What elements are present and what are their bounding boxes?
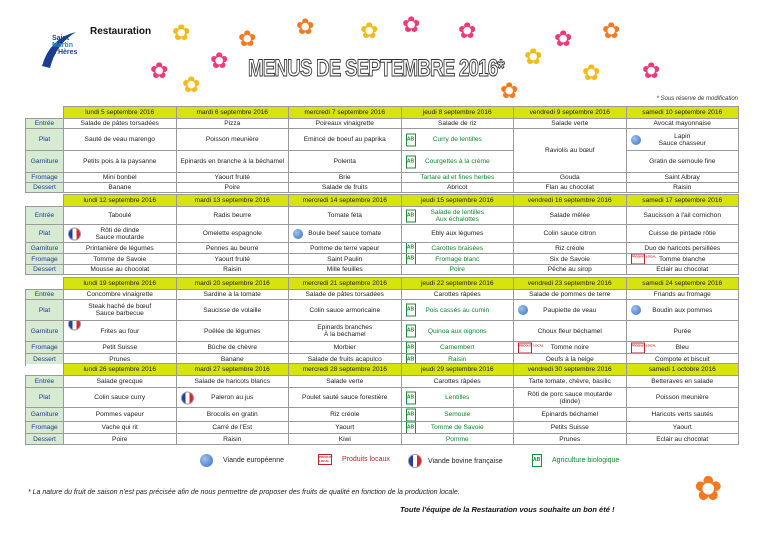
department-label: Restauration: [90, 26, 152, 37]
row-label: Garniture: [26, 151, 64, 173]
day-header: mardi 27 septembre 2016: [176, 364, 289, 376]
menu-cell: Saint Albray: [626, 173, 739, 183]
menu-cell: Salade de pâtes torsadées: [64, 119, 177, 129]
menu-cell: Petits pois à la paysanne: [64, 151, 177, 173]
row-label: Dessert: [26, 434, 64, 445]
menu-cell: Friands au fromage: [626, 290, 739, 300]
flower-icon: ✿: [582, 60, 601, 85]
menu-week-4: [25, 363, 739, 445]
row-label: Dessert: [26, 265, 64, 275]
menu-cell: Colin sauce curry: [64, 388, 177, 408]
french-beef-icon: [181, 391, 194, 404]
menu-cell: Paupiette de veau: [514, 300, 627, 321]
organic-icon: AB: [406, 354, 416, 366]
menu-cell: Salade de pommes de terre: [514, 290, 627, 300]
menu-cell: Paleron au jus: [176, 388, 289, 408]
menu-cell: Kiwi: [289, 434, 402, 445]
row-label: Entrée: [26, 119, 64, 129]
menu-cell: Saucisson à l'ail cornichon: [626, 207, 739, 225]
menu-cell: Mille feuilles: [289, 265, 402, 275]
menu-cell: Mousse au chocolat: [64, 265, 177, 275]
menu-cell: Purée: [626, 321, 739, 342]
footnote: * La nature du fruit de saison n'est pas précisée afin de nous permettre de proposer des fruits de qualité en fonction de la production locale.: [28, 489, 460, 496]
logo-text: Saint Martin d'Hères: [52, 35, 78, 56]
menu-cell: Radis beurre: [176, 207, 289, 225]
row-label: Fromage: [26, 342, 64, 354]
menu-cell: Prunes: [514, 434, 627, 445]
row-label: Entrée: [26, 290, 64, 300]
menu-cell: Epinards branches À la béchamel: [289, 321, 402, 342]
menu-cell: Colin sauce armoricaine: [289, 300, 402, 321]
legend-local-products: PRODUIT LOCAL Produits locaux: [319, 455, 390, 463]
menu-cell: Pennes au beurre: [176, 243, 289, 254]
day-header: samedi 1 octobre 2016: [626, 364, 739, 376]
menu-cell: Gratin de semoule fine: [626, 151, 739, 173]
menu-cell: Six de Savoie: [514, 254, 627, 265]
menu-cell: PRODUIT LOCAL Bleu: [626, 342, 739, 354]
menu-cell: Tartare ail et fines herbes: [401, 173, 514, 183]
row-label: Garniture: [26, 408, 64, 422]
organic-icon: AB: [532, 454, 542, 467]
day-header: vendredi 16 septembre 2016: [514, 195, 627, 207]
menu-cell: AB Quinoa aux oignons: [401, 321, 514, 342]
menu-cell: Riz créole: [289, 408, 402, 422]
menu-cell: Mini bonbel: [64, 173, 177, 183]
menu-cell: PRODUIT LOCAL Tomme blanche: [626, 254, 739, 265]
organic-icon: AB: [406, 325, 416, 338]
day-header: lundi 26 septembre 2016: [64, 364, 177, 376]
menu-cell: AB Salade de lentilles Aux échalottes: [401, 207, 514, 225]
menu-cell: Abricot: [401, 183, 514, 193]
row-label: Garniture: [26, 243, 64, 254]
menu-cell: Betteraves en salade: [626, 376, 739, 388]
menu-cell: Printanière de légumes: [64, 243, 177, 254]
reserve-note: * Sous réserve de modification: [656, 96, 738, 102]
menu-cell: Avocat mayonnaise: [626, 119, 739, 129]
flower-icon: ✿: [150, 58, 169, 83]
row-label: Plat: [26, 225, 64, 243]
menu-cell: Polenta: [289, 151, 402, 173]
organic-icon: AB: [406, 304, 416, 317]
day-header: samedi 17 septembre 2016: [626, 195, 739, 207]
menu-cell: Eclair au chocolat: [626, 265, 739, 275]
menu-cell: Tomate féta: [289, 207, 402, 225]
menu-cell: Concombre vinaigrette: [64, 290, 177, 300]
menu-cell: Brie: [289, 173, 402, 183]
menu-cell: Pomme de terre vapeur: [289, 243, 402, 254]
french-beef-icon: [68, 321, 81, 331]
menu-cell: Rôti de dinde Sauce moutarde: [64, 225, 177, 243]
menu-cell: Poireaux vinaigrette: [289, 119, 402, 129]
local-product-icon: PRODUIT LOCAL: [631, 254, 645, 265]
menu-cell: Compote et biscuit: [626, 354, 739, 366]
menu-cell: Poire: [176, 183, 289, 193]
menu-week-3: [25, 277, 739, 366]
menu-cell: Raisin: [626, 183, 739, 193]
menu-cell: Brocolis en gratin: [176, 408, 289, 422]
menu-cell: AB Raisin: [401, 354, 514, 366]
page-title: MENUS DE SEPTEMBRE 2016*: [248, 55, 504, 82]
menu-cell: Gouda: [514, 173, 627, 183]
day-header: samedi 10 septembre 2016: [626, 107, 739, 119]
menu-cell: Taboulé: [64, 207, 177, 225]
organic-icon: AB: [406, 422, 416, 434]
day-header: mardi 20 septembre 2016: [176, 278, 289, 290]
menu-cell: Haricots verts sautés: [626, 408, 739, 422]
row-label: Plat: [26, 300, 64, 321]
menu-cell: Epinards béchamel: [514, 408, 627, 422]
organic-icon: AB: [406, 408, 416, 421]
menu-cell: Carré de l'Est: [176, 422, 289, 434]
flower-icon: ✿: [238, 26, 257, 51]
menu-cell: Pomme: [401, 434, 514, 445]
organic-icon: AB: [406, 342, 416, 354]
day-header: jeudi 29 septembre 2016: [401, 364, 514, 376]
menu-cell: Boule beef sauce tomate: [289, 225, 402, 243]
day-header: jeudi 22 septembre 2016: [401, 278, 514, 290]
menu-cell: Rôti de porc sauce moutarde (dinde): [514, 388, 627, 408]
european-meat-icon: [200, 454, 213, 467]
day-header: mercredi 21 septembre 2016: [289, 278, 402, 290]
menu-cell: Poire: [401, 265, 514, 275]
menu-cell: Poisson meunière: [176, 129, 289, 151]
organic-icon: AB: [406, 254, 416, 265]
organic-icon: AB: [406, 391, 416, 404]
row-label: Plat: [26, 129, 64, 151]
menu-cell: Prunes: [64, 354, 177, 366]
menu-cell: Raviolis au bœuf: [514, 129, 627, 173]
menu-cell: AB Tomme de Savoie: [401, 422, 514, 434]
flower-icon: ✿: [524, 44, 543, 69]
menu-cell: Raisin: [176, 434, 289, 445]
flower-icon: ✿: [296, 14, 315, 39]
menu-cell: AB Fromage blanc: [401, 254, 514, 265]
european-meat-icon: [631, 135, 641, 145]
day-header: samedi 24 septembre 2016: [626, 278, 739, 290]
flower-icon: ✿: [642, 58, 661, 83]
menu-cell: Saucisse de volaille: [176, 300, 289, 321]
menu-cell: Pizza: [176, 119, 289, 129]
row-label: Entrée: [26, 376, 64, 388]
menu-cell: Poêlée de légumes: [176, 321, 289, 342]
menu-cell: Oeufs à la neige: [514, 354, 627, 366]
menu-cell: PRODUIT LOCAL Tomme noire: [514, 342, 627, 354]
local-product-icon: PRODUIT LOCAL: [319, 455, 333, 463]
menu-cell: Flan au chocolat: [514, 183, 627, 193]
french-beef-icon: [408, 454, 422, 468]
menu-cell: AB Courgettes à la crème: [401, 151, 514, 173]
menu-cell: Bûche de chèvre: [176, 342, 289, 354]
row-label: Plat: [26, 388, 64, 408]
day-header: mercredi 14 septembre 2016: [289, 195, 402, 207]
menu-cell: Eclair au chocolat: [626, 434, 739, 445]
row-label: Dessert: [26, 183, 64, 193]
menu-cell: Cuisse de pintade rôtie: [626, 225, 739, 243]
menu-cell: Salade grecque: [64, 376, 177, 388]
menu-cell: AB Carottes braisées: [401, 243, 514, 254]
menu-cell: Boudin aux pommes: [626, 300, 739, 321]
flower-icon: ✿: [554, 26, 573, 51]
menu-cell: AB Curry de lentilles: [401, 129, 514, 151]
local-product-icon: PRODUIT LOCAL: [518, 342, 532, 353]
legend-organic: AB Agriculture biologique: [532, 454, 619, 467]
menu-cell: Colin sauce citron: [514, 225, 627, 243]
menu-cell: AB Camembert: [401, 342, 514, 354]
row-label: Entrée: [26, 207, 64, 225]
day-header: lundi 5 septembre 2016: [64, 107, 177, 119]
menu-cell: Banane: [64, 183, 177, 193]
menu-cell: Salade de pâtes torsadées: [289, 290, 402, 300]
row-label: Fromage: [26, 254, 64, 265]
menu-cell: Ebly aux légumes: [401, 225, 514, 243]
flower-icon: ✿: [694, 470, 723, 508]
menu-cell: Riz créole: [514, 243, 627, 254]
menu-cell: Salade de fruits: [289, 183, 402, 193]
menu-week-1: [25, 106, 739, 193]
menu-cell: Salade verte: [514, 119, 627, 129]
menu-cell: Yaourt fruité: [176, 173, 289, 183]
menu-cell: Poisson meunière: [626, 388, 739, 408]
menu-cell: Pommes vapeur: [64, 408, 177, 422]
french-beef-icon: [68, 227, 81, 240]
menu-cell: Petit Suisse: [64, 342, 177, 354]
organic-icon: AB: [406, 133, 416, 146]
local-product-icon: PRODUIT LOCAL: [631, 342, 645, 353]
menu-cell: Yaourt: [289, 422, 402, 434]
day-header: vendredi 30 septembre 2016: [514, 364, 627, 376]
menu-cell: Omelette espagnole: [176, 225, 289, 243]
day-header: mercredi 7 septembre 2016: [289, 107, 402, 119]
menu-cell: Yaourt fruité: [176, 254, 289, 265]
european-meat-icon: [293, 229, 303, 239]
day-header: jeudi 8 septembre 2016: [401, 107, 514, 119]
european-meat-icon: [518, 305, 528, 315]
organic-icon: AB: [406, 209, 416, 222]
menu-cell: Yaourt: [626, 422, 739, 434]
menu-cell: Banane: [176, 354, 289, 366]
legend-european-meat: Viande européenne: [200, 454, 284, 467]
row-label: Fromage: [26, 422, 64, 434]
day-header: mercredi 28 septembre 2016: [289, 364, 402, 376]
menu-cell: Frites au four: [64, 321, 177, 342]
menu-week-2: [25, 194, 739, 275]
menu-cell: Choux fleur béchamel: [514, 321, 627, 342]
menu-cell: AB Pois cassés au cumin: [401, 300, 514, 321]
flower-icon: ✿: [602, 18, 621, 43]
menu-cell: Vache qui rit: [64, 422, 177, 434]
menu-cell: Salade de haricots blancs: [176, 376, 289, 388]
menu-cell: Morbier: [289, 342, 402, 354]
day-header: lundi 19 septembre 2016: [64, 278, 177, 290]
menu-cell: Salade mêlée: [514, 207, 627, 225]
menu-cell: Tomme de Savoie: [64, 254, 177, 265]
day-header: lundi 12 septembre 2016: [64, 195, 177, 207]
european-meat-icon: [631, 305, 641, 315]
flower-icon: ✿: [360, 18, 379, 43]
menu-cell: Lapin Sauce chasseur: [626, 129, 739, 151]
day-header: mardi 13 septembre 2016: [176, 195, 289, 207]
flower-icon: ✿: [402, 12, 421, 37]
menu-cell: Epinards en branche à la béchamel: [176, 151, 289, 173]
menu-cell: Salade de fruits acapulco: [289, 354, 402, 366]
menu-cell: Salade verte: [289, 376, 402, 388]
organic-icon: AB: [406, 243, 416, 254]
menu-cell: Poire: [64, 434, 177, 445]
menu-cell: Steak haché de bœuf Sauce barbecue: [64, 300, 177, 321]
day-header: jeudi 15 septembre 2016: [401, 195, 514, 207]
flower-icon: ✿: [210, 48, 229, 73]
menu-cell: Duo de haricots persillées: [626, 243, 739, 254]
day-header: mardi 6 septembre 2016: [176, 107, 289, 119]
menu-cell: Carottes râpées: [401, 376, 514, 388]
row-label: Garniture: [26, 321, 64, 342]
menu-cell: Tarte tomate, chèvre, basilic: [514, 376, 627, 388]
menu-cell: Emincé de boeuf au paprika: [289, 129, 402, 151]
menu-cell: Sardine à la tomate: [176, 290, 289, 300]
menu-cell: Sauté de veau marengo: [64, 129, 177, 151]
day-header: vendredi 9 septembre 2016: [514, 107, 627, 119]
organic-icon: AB: [406, 155, 416, 168]
menu-cell: Saint Paulin: [289, 254, 402, 265]
menu-cell: Raisin: [176, 265, 289, 275]
closing-message: Toute l'équipe de la Restauration vous souhaite un bon été !: [400, 505, 615, 514]
menu-cell: Pêche au sirop: [514, 265, 627, 275]
flower-icon: ✿: [500, 78, 519, 103]
flower-icon: ✿: [182, 72, 201, 97]
menu-cell: AB Lentilles: [401, 388, 514, 408]
row-label: Fromage: [26, 173, 64, 183]
menu-cell: Petits Suisse: [514, 422, 627, 434]
day-header: vendredi 23 septembre 2016: [514, 278, 627, 290]
row-label: Dessert: [26, 354, 64, 366]
menu-cell: AB Semoule: [401, 408, 514, 422]
menu-cell: Carottes râpées: [401, 290, 514, 300]
flower-icon: ✿: [172, 20, 191, 45]
menu-cell: Salade de riz: [401, 119, 514, 129]
flower-icon: ✿: [458, 18, 477, 43]
menu-cell: Poulet sauté sauce forestière: [289, 388, 402, 408]
legend-french-beef: Viande bovine française: [408, 454, 503, 468]
